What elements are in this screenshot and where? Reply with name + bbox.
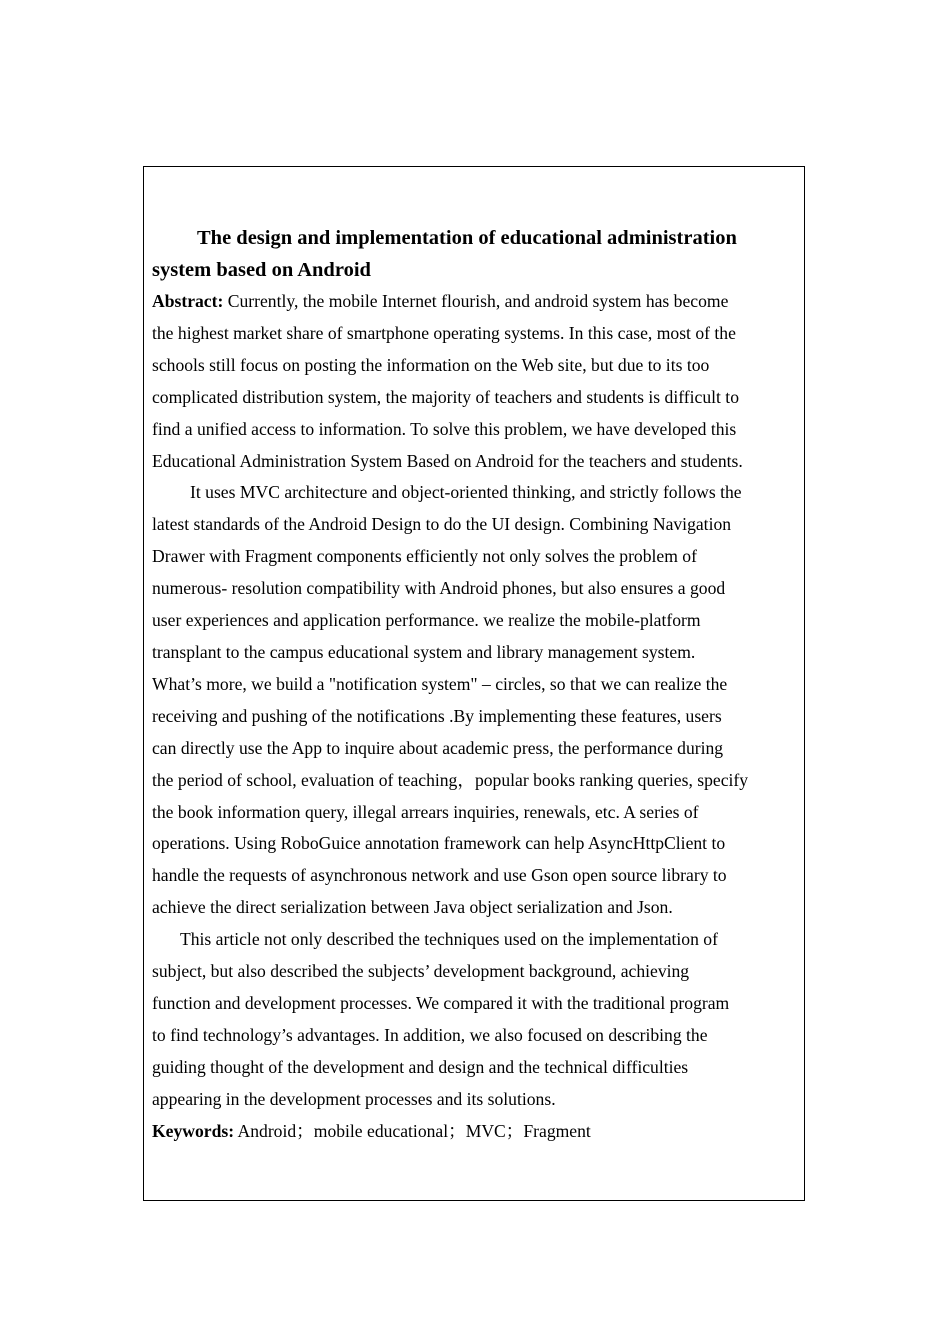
keywords-label: Keywords:	[152, 1120, 235, 1141]
abstract-line: Currently, the mobile Internet flourish, and android system has become	[223, 291, 729, 311]
abstract-content	[152, 222, 802, 1147]
paragraph-line: appearing in the development processes and its solutions.	[152, 1088, 556, 1109]
paragraph-line: user experiences and application performance. we realize the mobile-platform	[152, 610, 701, 631]
paragraph-line: can directly use the App to inquire about academic press, the performance during	[152, 737, 724, 758]
keywords	[152, 1116, 802, 1148]
paragraph-line: This article not only described the techniques used on the implementation of	[180, 929, 718, 950]
body-paragraph-2	[152, 477, 802, 924]
paragraph-line: function and development processes. We compared it with the traditional program	[152, 992, 730, 1013]
abstract-line: find a unified access to information. To solve this problem, we have developed this	[152, 418, 737, 439]
document-title	[152, 222, 802, 286]
abstract-line: Educational Administration System Based on Android for the teachers and students.	[152, 450, 743, 471]
title-line-2: system based on Android	[152, 259, 371, 281]
paragraph-line: handle the requests of asynchronous network and use Gson open source library to	[152, 865, 727, 886]
paragraph-line: latest standards of the Android Design to do the UI design. Combining Navigation	[152, 514, 732, 535]
paragraph-line: operations. Using RoboGuice annotation framework can help AsyncHttpClient to	[152, 833, 726, 854]
title-line-1: The design and implementation of educational administration	[197, 227, 737, 249]
abstract-label: Abstract:	[152, 291, 224, 311]
abstract-line: complicated distribution system, the majority of teachers and students is difficult to	[152, 386, 739, 407]
body-paragraph-3	[152, 924, 802, 1115]
paragraph-line: achieve the direct serialization between Java object serialization and Json.	[152, 897, 673, 918]
paragraph-line: It uses MVC architecture and object-oriented thinking, and strictly follows the	[190, 482, 742, 503]
paragraph-line: the book information query, illegal arrears inquiries, renewals, etc. A series of	[152, 801, 699, 822]
paragraph-line: Drawer with Fragment components efficiently not only solves the problem of	[152, 546, 697, 567]
paragraph-line: to find technology’s advantages. In addition, we also focused on describing the	[152, 1024, 708, 1045]
paragraph-line: subject, but also described the subjects’ development background, achieving	[152, 961, 690, 982]
abstract-paragraph	[152, 286, 802, 477]
paragraph-line: What’s more, we build a "notification system" – circles, so that we can realize the	[152, 673, 728, 694]
paragraph-line: numerous- resolution compatibility with Android phones, but also ensures a good	[152, 578, 726, 599]
keywords-text: Android；mobile educational；MVC；Fragment	[234, 1120, 591, 1141]
abstract-line: schools still focus on posting the information on the Web site, but due to its too	[152, 354, 710, 375]
paragraph-line: the period of school, evaluation of teaching，popular books ranking queries, specify	[152, 769, 749, 790]
paragraph-line: receiving and pushing of the notifications .By implementing these features, users	[152, 705, 722, 726]
paragraph-line: transplant to the campus educational system and library management system.	[152, 641, 696, 662]
abstract-line: the highest market share of smartphone operating systems. In this case, most of the	[152, 322, 736, 343]
paragraph-line: guiding thought of the development and design and the technical difficulties	[152, 1056, 689, 1077]
